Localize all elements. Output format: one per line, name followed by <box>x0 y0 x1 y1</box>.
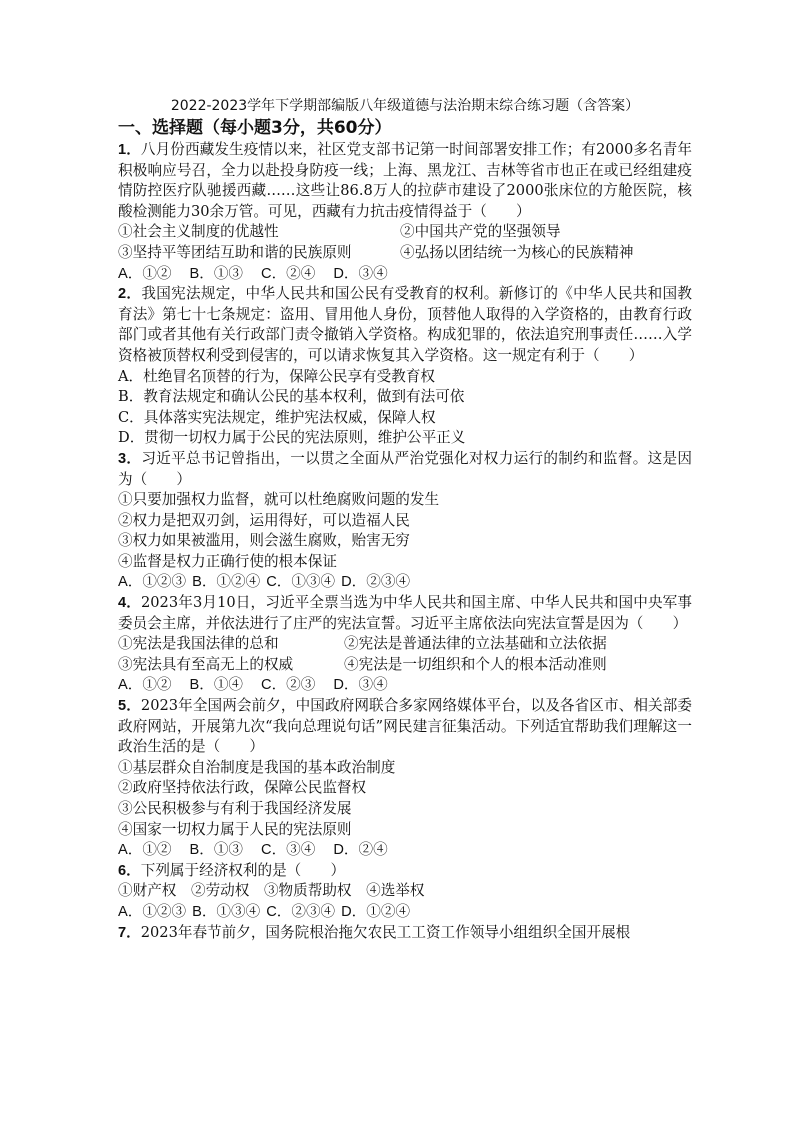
statement-1: ①宪法是我国法律的总和 <box>118 635 279 653</box>
choice-b: B．①③ <box>189 842 244 859</box>
statement-4: ④监督是权力正确行使的根本保证 <box>118 552 337 570</box>
exam-title: 2022-2023学年下学期部编版八年级道德与法治期末综合练习题（含答案） <box>170 98 640 114</box>
statement-1: ①基层群众自治制度是我国的基本政治制度 <box>118 758 396 776</box>
question-number: 4． <box>118 595 141 612</box>
answer-choices <box>118 675 692 696</box>
option-row <box>118 655 692 676</box>
choice-a: A．①② <box>118 842 172 859</box>
option-row <box>118 634 692 655</box>
statement-2: ②权力是把双刃剑，运用得好，可以造福人民 <box>118 511 410 529</box>
question-stem <box>118 449 692 490</box>
question-4 <box>118 593 692 696</box>
choice-d: D．③④ <box>333 677 388 694</box>
question-stem <box>118 696 692 758</box>
choice-a: A．杜绝冒名顶替的行为，保障公民享有受教育权 <box>118 367 436 385</box>
choice-c: C．②④ <box>261 265 316 282</box>
choice-c: C．具体落实宪法规定，维护宪法权威，保障人权 <box>118 408 436 426</box>
choice-a: A．①②③ <box>118 903 187 920</box>
statement-3: ③宪法具有至高无上的权威 <box>118 655 294 673</box>
choice-c: C．②③ <box>261 677 316 694</box>
question-text: 2023年春节前夕，国务院根治拖欠农民工工资工作领导小组组织全国开展根 <box>140 923 631 941</box>
statement-4: ④国家一切权力属于人民的宪法原则 <box>118 820 352 838</box>
choice-d: D．②③④ <box>341 574 411 591</box>
statement-1: ①只要加强权力监督，就可以杜绝腐败问题的发生 <box>118 491 440 509</box>
choice-d: D．①②④ <box>341 903 411 920</box>
question-3 <box>118 449 692 593</box>
question-5 <box>118 696 692 861</box>
question-stem <box>118 140 692 222</box>
statement-2: ②中国共产党的坚强领导 <box>400 223 561 241</box>
question-number: 2． <box>118 286 142 303</box>
statement-4: ④宪法是一切组织和个人的根本活动准则 <box>344 655 607 673</box>
choice-b: B．①③ <box>189 265 244 282</box>
statement-3: ③权力如果被滥用，则会滋生腐败，贻害无穷 <box>118 532 410 550</box>
choice-d: D．贯彻一切权力属于公民的宪法原则，维护公平正义 <box>118 429 466 447</box>
question-text: 下列属于经济权利的是（ ） <box>140 861 346 879</box>
question-number: 7． <box>118 924 141 941</box>
question-text: 我国宪法规定，中华人民共和国公民有受教育的权利。新修订的《中华人民共和国教育法》第七十七条规定：盗用、冒用他人身份，顶替他人取得的入学资格的，由教育行政部门或者其他有关行政部门责令撤销入学资格。构成犯罪的，依法追究刑事责任……入学资格被顶替权利受到侵害的，可以请求恢复其入学资格。这一规定有利于（ ） <box>118 285 692 364</box>
section-heading: 一、选择题（每小题3分，共60分） <box>118 118 392 138</box>
choice-b: B．①③④ <box>192 903 261 920</box>
question-text: 习近平总书记曾指出，一以贯之全面从严治党强化对权力运行的制约和监督。这是因为（ ） <box>118 449 692 488</box>
question-2 <box>118 284 692 449</box>
question-number: 6． <box>118 862 141 879</box>
choice-b: B．①②④ <box>192 574 261 591</box>
statement-3: ③坚持平等团结互助和谐的民族原则 <box>118 243 352 261</box>
question-stem <box>118 923 692 944</box>
question-7 <box>118 923 692 944</box>
exam-page <box>118 96 692 943</box>
statement-1: ①社会主义制度的优越性 <box>118 223 279 241</box>
question-number: 1． <box>118 142 141 158</box>
choice-c: C．②③④ <box>266 903 336 920</box>
answer-choices <box>118 572 692 593</box>
statement-2: ②政府坚持依法行政，保障公民监督权 <box>118 779 367 797</box>
answer-choices <box>118 264 692 285</box>
choice-a: A．①②③ <box>118 574 187 591</box>
question-number: 3． <box>118 450 142 467</box>
option-row <box>118 222 692 243</box>
answer-choices <box>118 840 692 861</box>
question-number: 5． <box>118 698 141 715</box>
answer-choices <box>118 902 692 923</box>
statement-3: ③公民积极参与有利于我国经济发展 <box>118 800 352 817</box>
question-text: 八月份西藏发生疫情以来，社区党支部书记第一时间部署安排工作；有2000多名青年积极响应号召，全力以赴投身防疫一线；上海、黑龙江、吉林等省市也正在或已经组建疫情防控医疗队驰援西藏……这些让86.8万人的拉萨市建设了2000张床位的方舱医院，核酸检测能力30余万管。可见，西藏有力抗击疫情得益于（ ） <box>118 141 692 220</box>
question-text: 2023年全国两会前夕，中国政府网联合多家网络媒体平台，以及各省区市、相关部委政府网站，开展第九次“我向总理说句话”网民建言征集活动。下列适宜帮助我们理解这一政治生活的是（ ） <box>118 697 692 756</box>
choice-d: D．②④ <box>333 842 388 859</box>
question-stem <box>118 593 692 634</box>
question-text: 2023年3月10日，习近平全票当选为中华人民共和国主席、中华人民共和国中央军事委员会主席，并依法进行了庄严的宪法宣誓。习近平主席依法向宪法宣誓是因为（ ） <box>118 594 692 632</box>
choice-c: C．③④ <box>261 842 316 859</box>
statement-list: ①财产权 ②劳动权 ③物质帮助权 ④选举权 <box>118 882 425 900</box>
statement-2: ②宪法是普通法律的立法基础和立法依据 <box>344 635 607 653</box>
choice-b: B．教育法规定和确认公民的基本权利，做到有法可依 <box>118 388 465 406</box>
choice-d: D．③④ <box>333 265 388 282</box>
choice-a: A．①② <box>118 265 172 282</box>
question-1 <box>118 140 692 284</box>
choice-c: C．①③④ <box>266 574 336 591</box>
option-row <box>118 243 692 264</box>
question-6 <box>118 861 692 923</box>
statement-4: ④弘扬以团结统一为核心的民族精神 <box>400 243 634 261</box>
question-stem <box>118 284 692 366</box>
question-stem <box>118 861 692 882</box>
choice-b: B．①④ <box>189 677 244 694</box>
choice-a: A．①② <box>118 677 172 694</box>
